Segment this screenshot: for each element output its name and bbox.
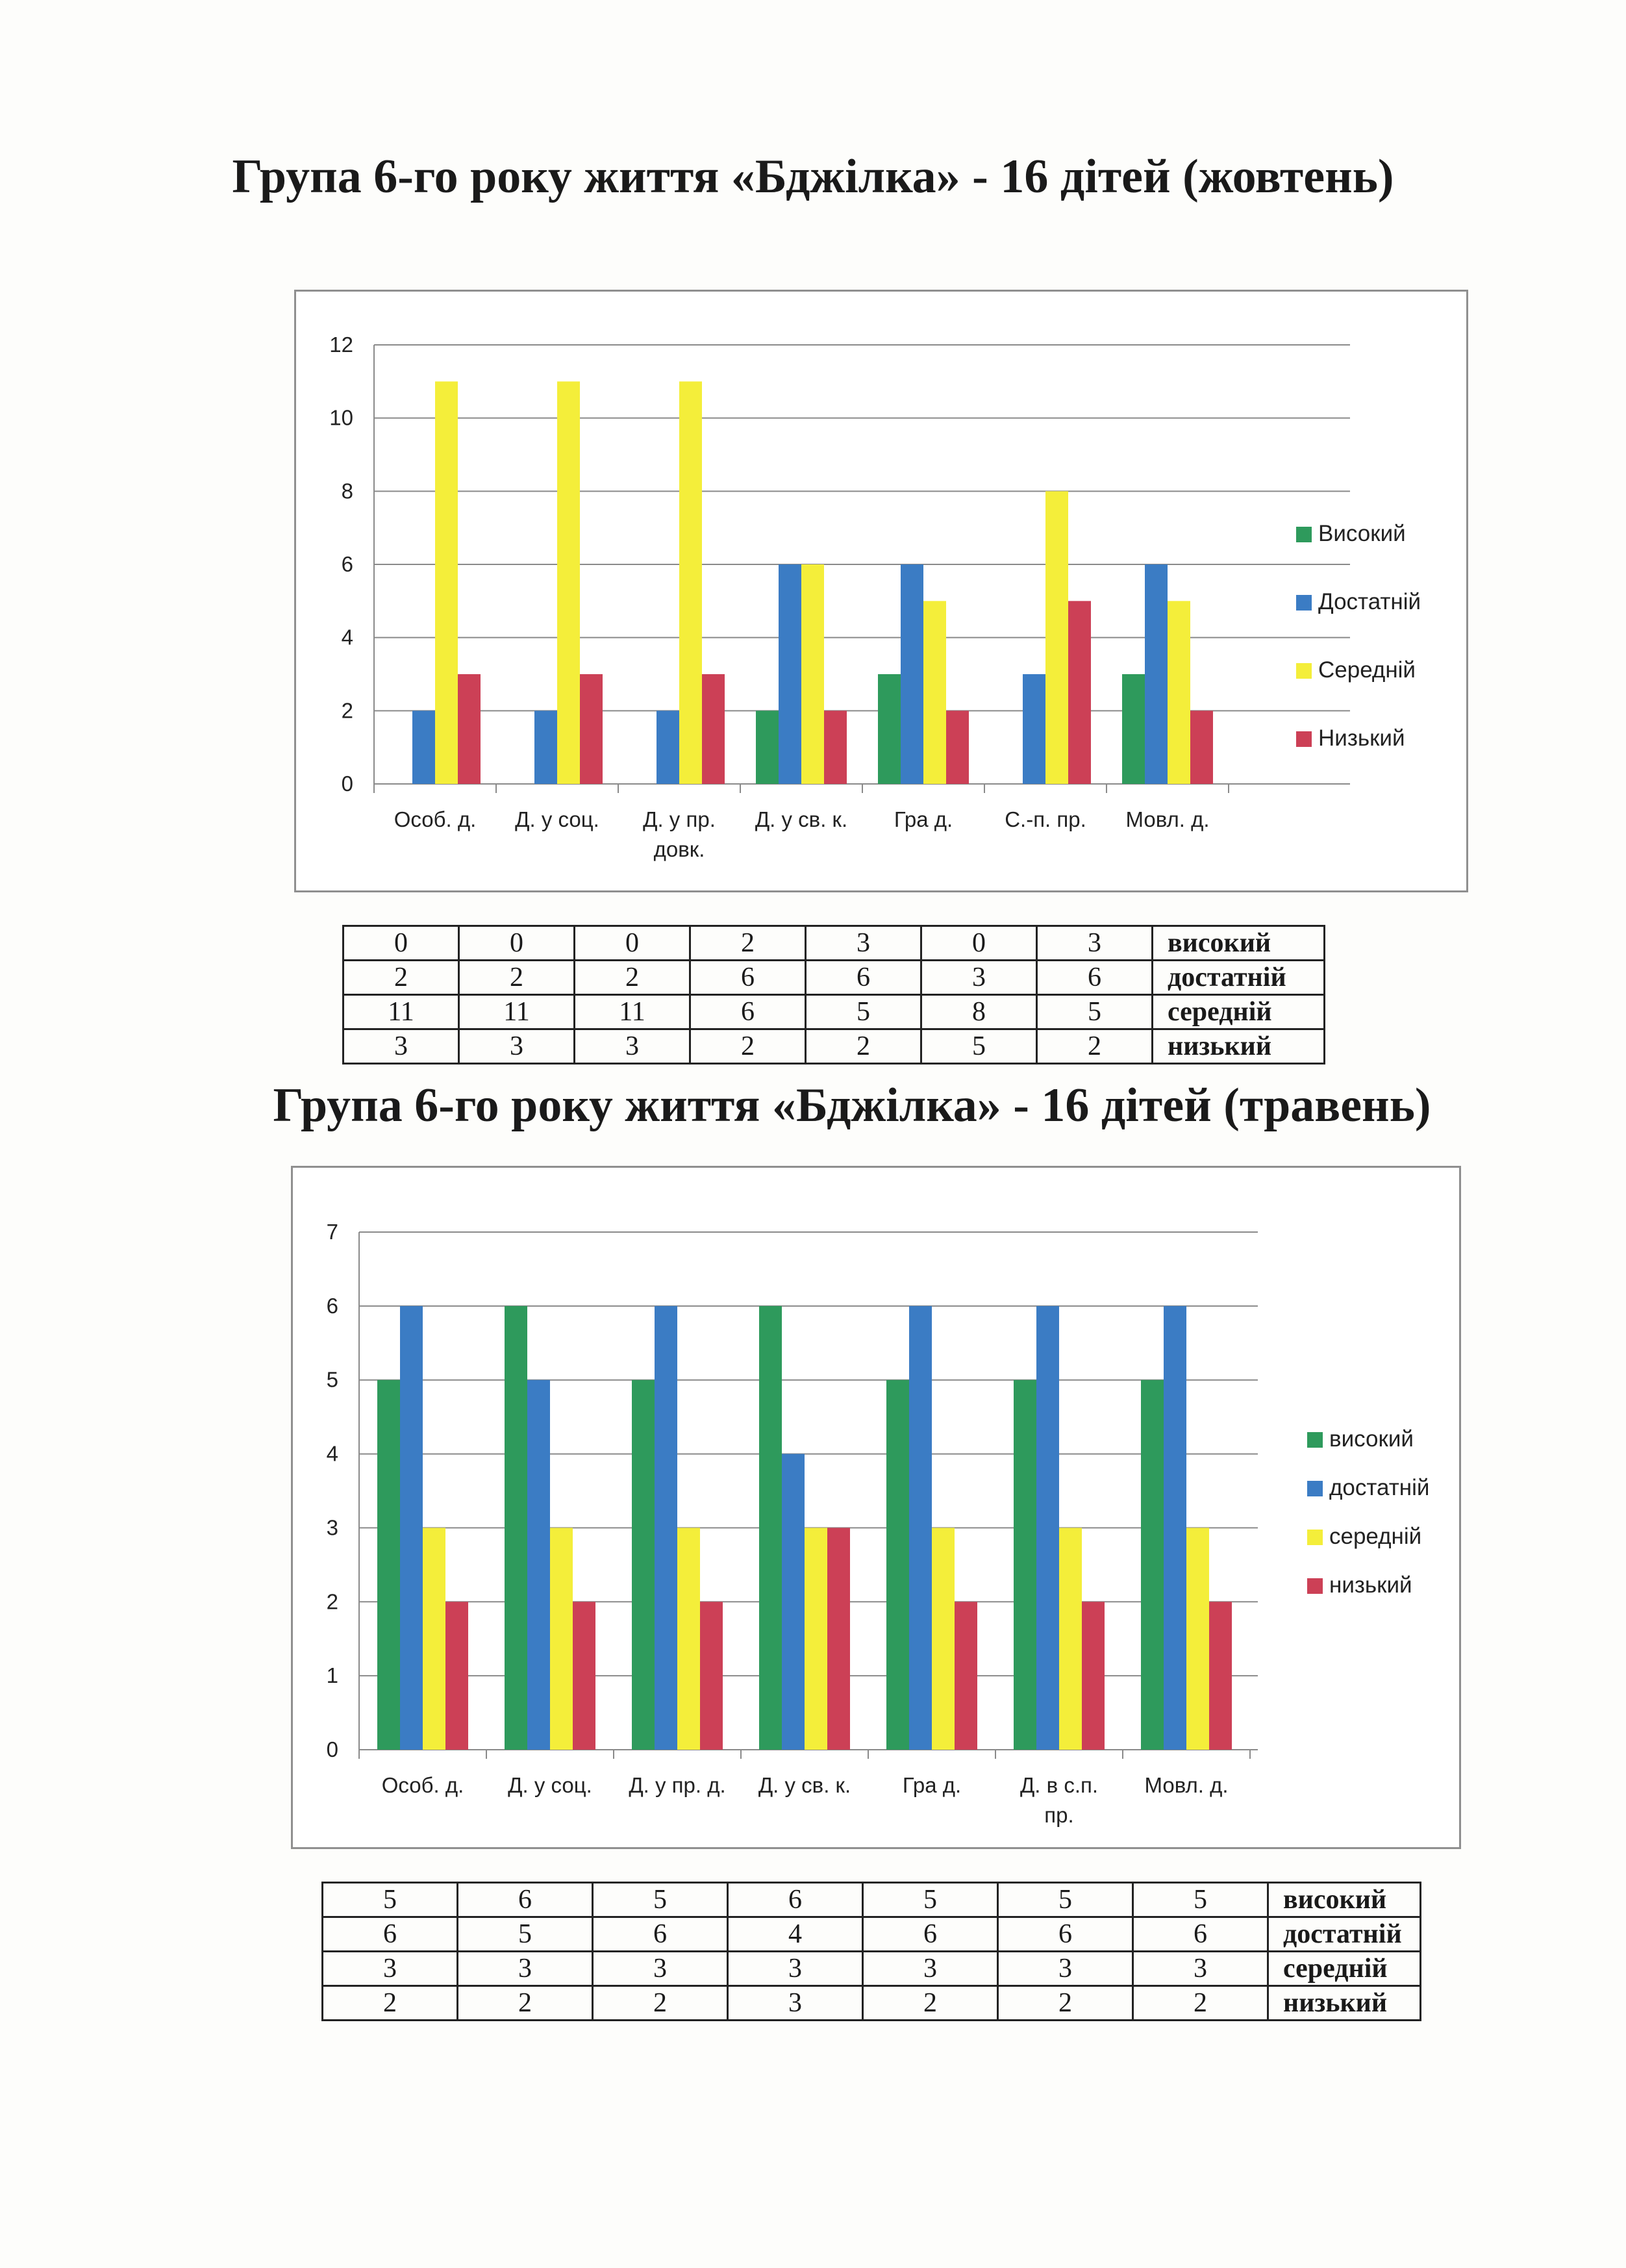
table-cell: 6 bbox=[998, 1917, 1133, 1952]
x-tick-label bbox=[629, 1773, 725, 1797]
y-tick-label: 1 bbox=[326, 1663, 338, 1688]
table-cell: 3 bbox=[806, 926, 921, 961]
legend-swatch bbox=[1307, 1481, 1323, 1496]
table-level-label: високий bbox=[1153, 926, 1325, 961]
table-cell: 6 bbox=[728, 1883, 863, 1917]
x-tick-label-line: пр. bbox=[1044, 1803, 1074, 1827]
y-tick-label: 6 bbox=[326, 1293, 338, 1318]
table-cell: 5 bbox=[921, 1029, 1037, 1064]
may-chart-svg bbox=[293, 1168, 1459, 1847]
october-chart-svg bbox=[296, 292, 1466, 890]
table-cell: 3 bbox=[1133, 1952, 1268, 1986]
table-cell: 6 bbox=[323, 1917, 458, 1952]
bar-Високий-5 bbox=[878, 674, 901, 784]
table-cell: 3 bbox=[1037, 926, 1153, 961]
table-cell: 0 bbox=[921, 926, 1037, 961]
table-cell: 3 bbox=[323, 1952, 458, 1986]
table-cell: 4 bbox=[728, 1917, 863, 1952]
x-tick-label bbox=[1144, 1773, 1228, 1797]
y-tick-label: 0 bbox=[341, 772, 353, 796]
legend-swatch bbox=[1296, 663, 1312, 679]
bar-Достатній-7 bbox=[1145, 564, 1168, 784]
bar-високий-5 bbox=[886, 1380, 909, 1750]
bar-Середній-4 bbox=[801, 564, 824, 784]
legend-label: Середній bbox=[1318, 657, 1416, 683]
bar-достатній-6 bbox=[1036, 1306, 1059, 1750]
table-cell: 2 bbox=[690, 926, 806, 961]
bar-високий-6 bbox=[1014, 1380, 1036, 1750]
legend-label: Достатній bbox=[1318, 589, 1421, 614]
table-cell: 3 bbox=[575, 1029, 690, 1064]
bar-високий-7 bbox=[1141, 1380, 1164, 1750]
table-row bbox=[323, 1883, 1421, 1917]
table-cell: 5 bbox=[1133, 1883, 1268, 1917]
bar-Низький-3 bbox=[702, 674, 725, 784]
x-tick-label-line: довк. bbox=[653, 837, 705, 861]
bar-високий-3 bbox=[632, 1380, 655, 1750]
y-tick-label: 0 bbox=[326, 1737, 338, 1761]
x-tick-label-line: Д. у пр. bbox=[643, 807, 716, 831]
table-cell: 11 bbox=[459, 995, 575, 1029]
table-cell: 3 bbox=[728, 1986, 863, 2021]
bar-Низький-1 bbox=[458, 674, 481, 784]
table-cell: 8 bbox=[921, 995, 1037, 1029]
table-level-label: достатній bbox=[1153, 961, 1325, 995]
bar-Достатній-3 bbox=[657, 711, 679, 784]
bar-достатній-3 bbox=[655, 1306, 677, 1750]
x-tick-label-line: Мовл. д. bbox=[1125, 807, 1210, 831]
table-cell: 3 bbox=[593, 1952, 728, 1986]
table-cell: 0 bbox=[344, 926, 459, 961]
y-tick-label: 12 bbox=[329, 333, 353, 357]
legend-label: достатній bbox=[1329, 1475, 1430, 1500]
may-table bbox=[321, 1882, 1421, 2021]
x-tick-label-line: Особ. д. bbox=[394, 807, 477, 831]
bar-Достатній-4 bbox=[779, 564, 801, 784]
table-row bbox=[344, 995, 1325, 1029]
table-cell: 6 bbox=[863, 1917, 998, 1952]
table-cell: 2 bbox=[458, 1986, 593, 2021]
table-cell: 5 bbox=[1037, 995, 1153, 1029]
bar-високий-2 bbox=[505, 1306, 527, 1750]
bar-низький-5 bbox=[955, 1602, 977, 1750]
table-cell: 2 bbox=[1037, 1029, 1153, 1064]
x-tick-label-line: Д. у соц. bbox=[508, 1773, 592, 1797]
x-tick-label bbox=[643, 807, 716, 861]
x-tick-label-line: Д. у св. к. bbox=[758, 1773, 851, 1797]
x-tick-label-line: С.-п. пр. bbox=[1005, 807, 1086, 831]
table-cell: 2 bbox=[344, 961, 459, 995]
table-level-label: достатній bbox=[1268, 1917, 1421, 1952]
table-cell: 2 bbox=[806, 1029, 921, 1064]
bar-Достатній-5 bbox=[901, 564, 923, 784]
x-tick-label bbox=[508, 1773, 592, 1797]
bar-низький-3 bbox=[700, 1602, 723, 1750]
table-level-label: середній bbox=[1268, 1952, 1421, 1986]
x-tick-label-line: Гра д. bbox=[894, 807, 953, 831]
x-tick-label-line: Д. у пр. д. bbox=[629, 1773, 726, 1797]
bar-низький-6 bbox=[1082, 1602, 1105, 1750]
bar-Високий-7 bbox=[1122, 674, 1145, 784]
bar-середній-2 bbox=[550, 1528, 573, 1750]
table-level-label: середній bbox=[1153, 995, 1325, 1029]
bar-Середній-5 bbox=[923, 601, 946, 784]
table-cell: 6 bbox=[806, 961, 921, 995]
x-tick-label bbox=[382, 1773, 464, 1797]
bar-низький-4 bbox=[827, 1528, 850, 1750]
table-cell: 5 bbox=[458, 1917, 593, 1952]
table-row bbox=[344, 1029, 1325, 1064]
legend-label: середній bbox=[1329, 1524, 1422, 1549]
x-tick-label bbox=[394, 807, 477, 831]
x-tick-label-line: Д. в с.п. bbox=[1019, 1773, 1099, 1797]
bar-Середній-7 bbox=[1168, 601, 1190, 784]
legend-swatch bbox=[1296, 595, 1312, 611]
x-tick-label bbox=[894, 807, 953, 831]
x-tick-label bbox=[903, 1773, 961, 1797]
x-tick-label-line: Мовл. д. bbox=[1144, 1773, 1229, 1797]
table-cell: 6 bbox=[690, 961, 806, 995]
legend-swatch bbox=[1296, 527, 1312, 542]
y-tick-label: 10 bbox=[329, 405, 353, 430]
table-cell: 6 bbox=[1037, 961, 1153, 995]
table-cell: 3 bbox=[459, 1029, 575, 1064]
bar-достатній-5 bbox=[909, 1306, 932, 1750]
bar-низький-2 bbox=[573, 1602, 595, 1750]
legend-label: високий bbox=[1329, 1426, 1414, 1452]
bar-Високий-4 bbox=[756, 711, 779, 784]
may-chart bbox=[291, 1166, 1461, 1849]
table-cell: 5 bbox=[806, 995, 921, 1029]
october-chart bbox=[294, 290, 1468, 892]
x-tick-label bbox=[755, 807, 847, 831]
table-cell: 5 bbox=[863, 1883, 998, 1917]
bar-високий-4 bbox=[759, 1306, 782, 1750]
table-cell: 0 bbox=[575, 926, 690, 961]
bar-Середній-3 bbox=[679, 381, 702, 784]
table-cell: 3 bbox=[344, 1029, 459, 1064]
table-cell: 3 bbox=[458, 1952, 593, 1986]
bar-середній-7 bbox=[1186, 1528, 1209, 1750]
y-tick-label: 8 bbox=[341, 479, 353, 503]
bar-високий-1 bbox=[377, 1380, 400, 1750]
table-cell: 6 bbox=[593, 1917, 728, 1952]
bar-середній-6 bbox=[1059, 1528, 1082, 1750]
x-tick-label bbox=[758, 1773, 851, 1797]
bar-Середній-6 bbox=[1045, 491, 1068, 784]
x-tick-label bbox=[1005, 807, 1086, 831]
bar-достатній-2 bbox=[527, 1380, 550, 1750]
table-cell: 2 bbox=[459, 961, 575, 995]
y-tick-label: 6 bbox=[341, 552, 353, 576]
october-table bbox=[342, 925, 1325, 1065]
table-cell: 6 bbox=[458, 1883, 593, 1917]
table-cell: 5 bbox=[998, 1883, 1133, 1917]
table-cell: 5 bbox=[593, 1883, 728, 1917]
table-cell: 2 bbox=[998, 1986, 1133, 2021]
bar-достатній-1 bbox=[400, 1306, 423, 1750]
bar-низький-7 bbox=[1209, 1602, 1232, 1750]
table-cell: 2 bbox=[1133, 1986, 1268, 2021]
table-level-label: високий bbox=[1268, 1883, 1421, 1917]
y-tick-label: 4 bbox=[341, 625, 353, 649]
table-cell: 11 bbox=[344, 995, 459, 1029]
legend-label: Високий bbox=[1318, 521, 1406, 546]
bar-Низький-6 bbox=[1068, 601, 1091, 784]
may-title: Група 6-го року життя «Бджілка» - 16 дітей (травень) bbox=[273, 1079, 1431, 1132]
table-row bbox=[323, 1986, 1421, 2021]
legend-label: низький bbox=[1329, 1572, 1412, 1598]
table-cell: 6 bbox=[690, 995, 806, 1029]
x-tick-label-line: Гра д. bbox=[902, 1773, 962, 1797]
bar-Низький-7 bbox=[1190, 711, 1213, 784]
october-title: Група 6-го року життя «Бджілка» - 16 дітей (жовтень) bbox=[232, 150, 1394, 203]
bar-достатній-4 bbox=[782, 1454, 805, 1750]
table-level-label: низький bbox=[1153, 1029, 1325, 1064]
table-row bbox=[344, 926, 1325, 961]
table-cell: 2 bbox=[593, 1986, 728, 2021]
y-tick-label: 2 bbox=[326, 1589, 338, 1614]
bar-середній-4 bbox=[805, 1528, 827, 1750]
y-tick-label: 4 bbox=[326, 1441, 338, 1466]
y-tick-label: 5 bbox=[326, 1367, 338, 1392]
bar-низький-1 bbox=[445, 1602, 468, 1750]
table-cell: 2 bbox=[690, 1029, 806, 1064]
table-row bbox=[323, 1917, 1421, 1952]
bar-Середній-2 bbox=[557, 381, 580, 784]
table-cell: 2 bbox=[575, 961, 690, 995]
table-cell: 2 bbox=[863, 1986, 998, 2021]
table-cell: 5 bbox=[323, 1883, 458, 1917]
table-row bbox=[323, 1952, 1421, 1986]
table-cell: 11 bbox=[575, 995, 690, 1029]
table-cell: 3 bbox=[728, 1952, 863, 1986]
table-cell: 3 bbox=[863, 1952, 998, 1986]
bar-Низький-5 bbox=[946, 711, 969, 784]
table-cell: 3 bbox=[921, 961, 1037, 995]
table-cell: 6 bbox=[1133, 1917, 1268, 1952]
legend-swatch bbox=[1296, 731, 1312, 747]
legend-label: Низький bbox=[1318, 725, 1405, 751]
legend-swatch bbox=[1307, 1578, 1323, 1594]
y-tick-label: 7 bbox=[326, 1220, 338, 1244]
bar-Достатній-1 bbox=[412, 711, 435, 784]
x-tick-label bbox=[1020, 1773, 1098, 1827]
x-tick-label bbox=[1125, 807, 1209, 831]
legend-swatch bbox=[1307, 1432, 1323, 1448]
table-cell: 2 bbox=[323, 1986, 458, 2021]
table-row bbox=[344, 961, 1325, 995]
legend-swatch bbox=[1307, 1530, 1323, 1545]
bar-Достатній-6 bbox=[1023, 674, 1045, 784]
x-tick-label-line: Д. у соц. bbox=[515, 807, 599, 831]
table-cell: 0 bbox=[459, 926, 575, 961]
bar-середній-3 bbox=[677, 1528, 700, 1750]
bar-достатній-7 bbox=[1164, 1306, 1186, 1750]
bar-середній-5 bbox=[932, 1528, 955, 1750]
y-tick-label: 3 bbox=[326, 1515, 338, 1540]
table-cell: 3 bbox=[998, 1952, 1133, 1986]
y-tick-label: 2 bbox=[341, 698, 353, 723]
bar-Низький-2 bbox=[580, 674, 603, 784]
table-level-label: низький bbox=[1268, 1986, 1421, 2021]
x-tick-label-line: Особ. д. bbox=[381, 1773, 464, 1797]
bar-Достатній-2 bbox=[534, 711, 557, 784]
bar-середній-1 bbox=[423, 1528, 445, 1750]
x-tick-label bbox=[515, 807, 599, 831]
bar-Середній-1 bbox=[435, 381, 458, 784]
x-tick-label-line: Д. у св. к. bbox=[755, 807, 848, 831]
bar-Низький-4 bbox=[824, 711, 847, 784]
